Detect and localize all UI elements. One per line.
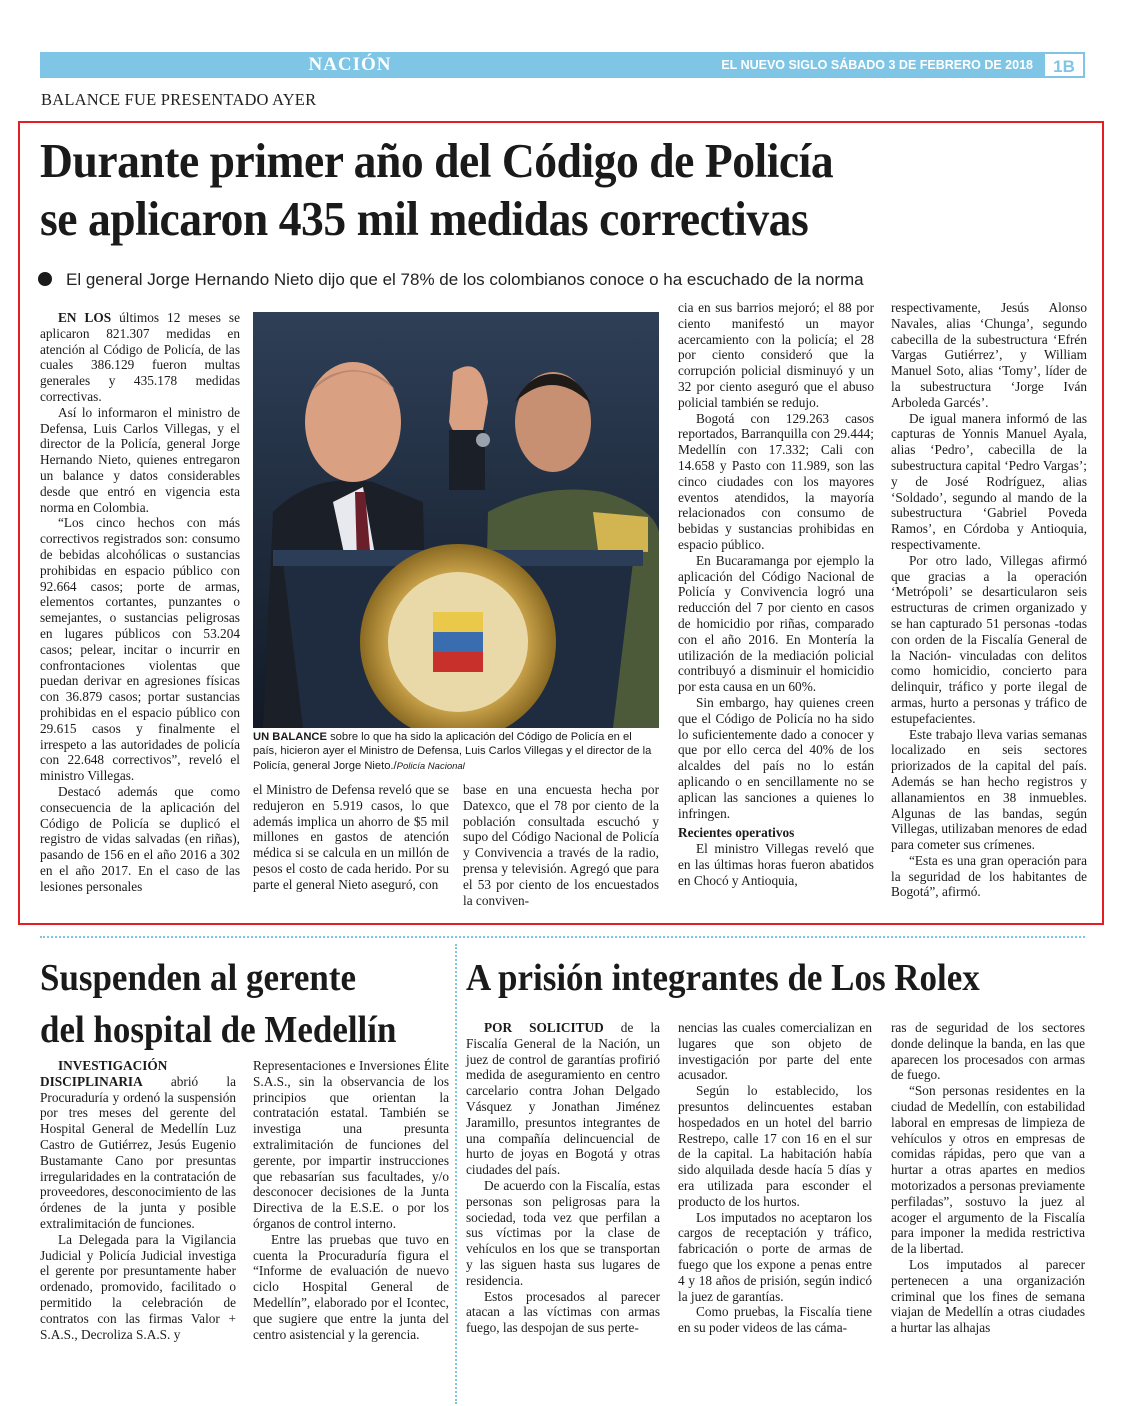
main-subhead: [38, 270, 864, 290]
paragraph: Sin embargo, hay quienes creen que el Código de Policía no ha sido lo suficientemente dado a conocer y que por ello cerca del 40% de los alcaldes del país no lo están aplicando o en sencillamente no se aplican las sanciones a quienes lo infringen.: [678, 694, 874, 821]
story3-column-2: [678, 1020, 872, 1336]
main-column-2: [253, 782, 449, 893]
main-column-3: [463, 782, 659, 908]
story3-column-1: [466, 1020, 660, 1336]
lead-in: INVESTIGACIÓN DISCIPLINARIA: [40, 1058, 168, 1089]
story2-column-2: [253, 1058, 449, 1342]
story2-column-1: [40, 1058, 236, 1342]
vertical-divider: [455, 944, 457, 1404]
paragraph: En Bucaramanga por ejemplo la aplicación del Código Nacional de Policía y Convivencia logró una reducción del 7 por ciento en casos de homicidio por riñas, comparado con el año 2016. En Montería la utilización de la mediación policial contribuyó a disminuir el homicidio por esta causa en un 60%.: [678, 552, 874, 695]
paragraph: base en una encuesta hecha por Datexco, que el 78 por ciento de la población consultada escuchó y supo del Código Nacional de Policía y Convivencia a través de la radio, prensa y televisión. Agregó que para el 53 por ciento de los encuestados la conviven-: [463, 782, 659, 908]
story3-column-3: [891, 1020, 1085, 1336]
paragraph: respectivamente, Jesús Alonso Navales, alias ‘Chunga’, segundo cabecilla de la subestructura ‘Efrén Vargas Gutiérrez’, y William Manuel Soto, alias ‘Tomy’, líder de la subestructura ‘Jorge Iván Arboleda Garcés’.: [891, 300, 1087, 410]
lead-in: POR SOLICITUD: [484, 1020, 604, 1035]
photo-illustration: [253, 312, 659, 728]
paragraph: Los imputados no aceptaron los cargos de receptación y tráfico, fabricación o porte de armas de fuego que los expone a penas entre 4 y 18 años de prisión, según indicó la juez de garantías.: [678, 1209, 872, 1304]
story2-headline: [40, 952, 396, 1056]
paragraph: “Esta es una gran operación para la seguridad de los habitantes de Bogotá”, afirmó.: [891, 852, 1087, 900]
paragraph: Así lo informaron el ministro de Defensa, Luis Carlos Villegas, y el director de la Policía, general Jorge Hernando Nieto, quienes entregaron un balance y datos considerables desde que entró en vigencia esta norma en Colombia.: [40, 404, 240, 515]
bullet-icon: [38, 272, 52, 286]
paragraph: POR SOLICITUD de la Fiscalía General de la Nación, un juez de control de garantías profirió medida de aseguramiento en centro carcelario contra Johan Delgado Vásquez y Jonathan Jiménez Jaramillo, presuntos integrantes de una compañía delincuencial de hurto de joyas en Bogotá y otras ciudades del país.: [466, 1020, 660, 1178]
paragraph: Entre las pruebas que tuvo en cuenta la Procuraduría figura el “Informe de evaluación de nuevo ciclo Hospital General de Medellín”, elaborado por el Icontec, que sugiere que entre la junta del centro asistencial y la gerencia.: [253, 1231, 449, 1342]
section-header-bar: [40, 52, 1085, 78]
paragraph: Estos procesados al parecer atacan a las víctimas con armas fuego, las despojan de sus perte-: [466, 1288, 660, 1336]
photo-caption: [253, 730, 659, 774]
paragraph: De acuerdo con la Fiscalía, estas personas son peligrosas para la sociedad, toda vez que perfilan a sus víctimas por la clase de vehículos en los que se transportan y las siguen hasta sus lugares de residencia.: [466, 1177, 660, 1288]
main-headline-line2: se aplicaron 435 mil medidas correctivas: [40, 191, 809, 246]
main-column-5: [891, 300, 1087, 900]
news-photo: [253, 312, 659, 728]
section-name: NACIÓN: [308, 54, 392, 75]
paragraph: nencias las cuales comercializan en lugares que son objeto de investigación por parte del ente acusador.: [678, 1020, 872, 1083]
paragraph: El ministro Villegas reveló que en las últimas horas fueron abatidos en Chocó y Antioquia,: [678, 841, 874, 888]
story3-headline: A prisión integrantes de Los Rolex: [466, 957, 980, 999]
paragraph: “Son personas residentes en la ciudad de Medellín, con estabilidad laboral en empresas de limpieza de vehículos y otros en empresas de comidas rápidas, pero que van a hurtar a otras apartes en medios motorizados a personas previamente perfiladas”, sostuvo la juez al acoger el argumento de la Fiscalía para imponer la medida restrictiva de la libertad.: [891, 1083, 1085, 1257]
paragraph: Destacó además que como consecuencia de la aplicación del Código de Policía se duplicó el registro de vidas salvadas (en riñas), pasando de 156 en el año 2016 a 302 en el año 2017. En el caso de las lesiones personales: [40, 783, 240, 894]
main-headline: [40, 132, 998, 248]
paragraph: “Los cinco hechos con más correctivos registrados son: consumo de bebidas alcohólicas o sustancias prohibidas en espacio público con 92.664 casos; porte de armas, elementos cortantes, punzantes o semejantes, o sustancias peligrosas en lugares públicos con 53.204 casos; pelear, incitar o incurrir en confrontaciones violentas que puedan derivar en agresiones físicas con 36.879 casos; portar sustancias prohibidas en el espacio público con 29.615 casos y finalmente el irrespeto a las autoridades de policía con 22.648 correctivos”, reveló el ministro Villegas.: [40, 515, 240, 784]
main-column-1: [40, 310, 240, 894]
paragraph: cia en sus barrios mejoró; el 88 por ciento manifestó un mayor acercamiento con la policía; el 28 por ciento consideró que la corrupción policial disminuyó y un 32 por ciento aseguró que el abuso policial también se redujo.: [678, 300, 874, 410]
main-headline-line1: Durante primer año del Código de Policía: [40, 133, 834, 188]
caption-lead: UN BALANCE: [253, 731, 327, 743]
paragraph: Este trabajo lleva varias semanas localizado en seis sectores priorizados de la capital del país. Además se han hecho registros y allanamientos en 38 inmuebles. Algunas de las bandas, según Villegas, utilizaban menores de edad para cometer sus crímenes.: [891, 726, 1087, 853]
publication-date-line: EL NUEVO SIGLO SÁBADO 3 DE FEBRERO DE 2018: [721, 58, 1033, 72]
paragraph: INVESTIGACIÓN DISCIPLINARIA abrió la Procuraduría y ordenó la suspensión por tres meses del gerente del Hospital General de Medellín Luz Castro de Gutiérrez, Jesús Eugenio Bustamante Cano por presuntas irregularidades en la contratación de proveedores, desconocimiento de las órdenes de la junta y posible extralimitación de funciones.: [40, 1058, 236, 1231]
paragraph: La Delegada para la Vigilancia Judicial y Policía Judicial investiga el gerente por presuntamente haber ordenado, promovido, facilitado o permitido la celebración de contratos con las firmas Valor + S.A.S., Decroliza S.A.S. y: [40, 1231, 236, 1342]
story2-headline-line1: Suspenden al gerente: [40, 957, 356, 999]
kicker: BALANCE FUE PRESENTADO AYER: [41, 90, 317, 109]
page-number: 1B: [1043, 52, 1085, 78]
section-subtitle: Recientes operativos: [678, 825, 795, 841]
caption-text: sobre lo que ha sido la aplicación del Código de Policía en el país, hicieron ayer el Ministro de Defensa, Luis Carlos Villegas y el director de la Policía, general Jorge Nieto./: [253, 731, 652, 772]
photo-credit: Policía Nacional: [396, 760, 465, 772]
paragraph: ras de seguridad de los sectores donde delinque la banda, en las que aparecen los procesados con armas de fuego.: [891, 1020, 1085, 1083]
paragraph: EN LOS últimos 12 meses se aplicaron 821.307 medidas en atención al Código de Policía, de las cuales 386.129 fueron multas generales y 435.178 medidas correctivas.: [40, 310, 240, 404]
main-column-4: [678, 300, 874, 888]
paragraph: Como pruebas, la Fiscalía tiene en su poder videos de las cáma-: [678, 1304, 872, 1336]
lead-in: EN LOS: [58, 310, 112, 325]
paragraph: el Ministro de Defensa reveló que se redujeron en 5.919 casos, lo que además implica un ahorro de $5 mil millones en gastos de atención médica si se calcula en un millón de pesos el costo de cada herido. Por su parte el general Nieto aseguró, con: [253, 782, 449, 892]
subhead-text: El general Jorge Hernando Nieto dijo que el 78% de los colombianos conoce o ha escuchado de la norma: [66, 270, 864, 289]
paragraph: Por otro lado, Villegas afirmó que gracias a la operación ‘Metrópoli’ se desarticularon seis estructuras de crimen organizado y se han capturado 51 personas -todas con orden de la Fiscalía General de la Nación- vinculadas con delitos como homicidio, concierto para delinquir, tráfico y porte ilegal de armas, hurto a personas y tráfico de estupefacientes.: [891, 552, 1087, 726]
story2-headline-line2: del hospital de Medellín: [40, 1009, 397, 1051]
paragraph: Representaciones e Inversiones Élite S.A.S., sin la observancia de los principios que orientan la contratación estatal. También se investiga una presunta extralimitación de funciones del gerente, por impartir instrucciones que rebasarían sus facultades, y/o desconocer decisiones de la Junta Directiva de la E.S.E. o por los órganos de control interno.: [253, 1058, 449, 1231]
paragraph: Los imputados al parecer pertenecen a una organización criminal que los fines de semana viajan de Medellín a otras ciudades a hurtar las alhajas: [891, 1256, 1085, 1336]
paragraph: De igual manera informó de las capturas de Yonnis Manuel Ayala, alias ‘Pedro’, cabecilla de la subestructura capital ‘Pedro Vargas’; y de José Rodríguez, alias ‘Soldado’, segundo al mando de la subestructura ‘Gabriel Poveda Ramos’, en Córdoba y Antioquia, respectivamente.: [891, 410, 1087, 552]
paragraph: Bogotá con 129.263 casos reportados, Barranquilla con 29.444; Medellín con 17.332; Cali con 14.658 y Pasto con 11.989, son las cinco ciudades con los mayores eventos atendidos, la mayoría relacionados con consumo de bebidas y sustancias prohibidas en espacio público.: [678, 410, 874, 552]
paragraph: Según lo establecido, los presuntos delincuentes estaban hospedados en un hotel del barrio Restrepo, calle 17 con 16 en el sur de la capital. La habitación había sido alquilada desde hacía 5 días y era utilizada para esconder el producto de los hurtos.: [678, 1083, 872, 1209]
horizontal-divider: [40, 936, 1085, 938]
